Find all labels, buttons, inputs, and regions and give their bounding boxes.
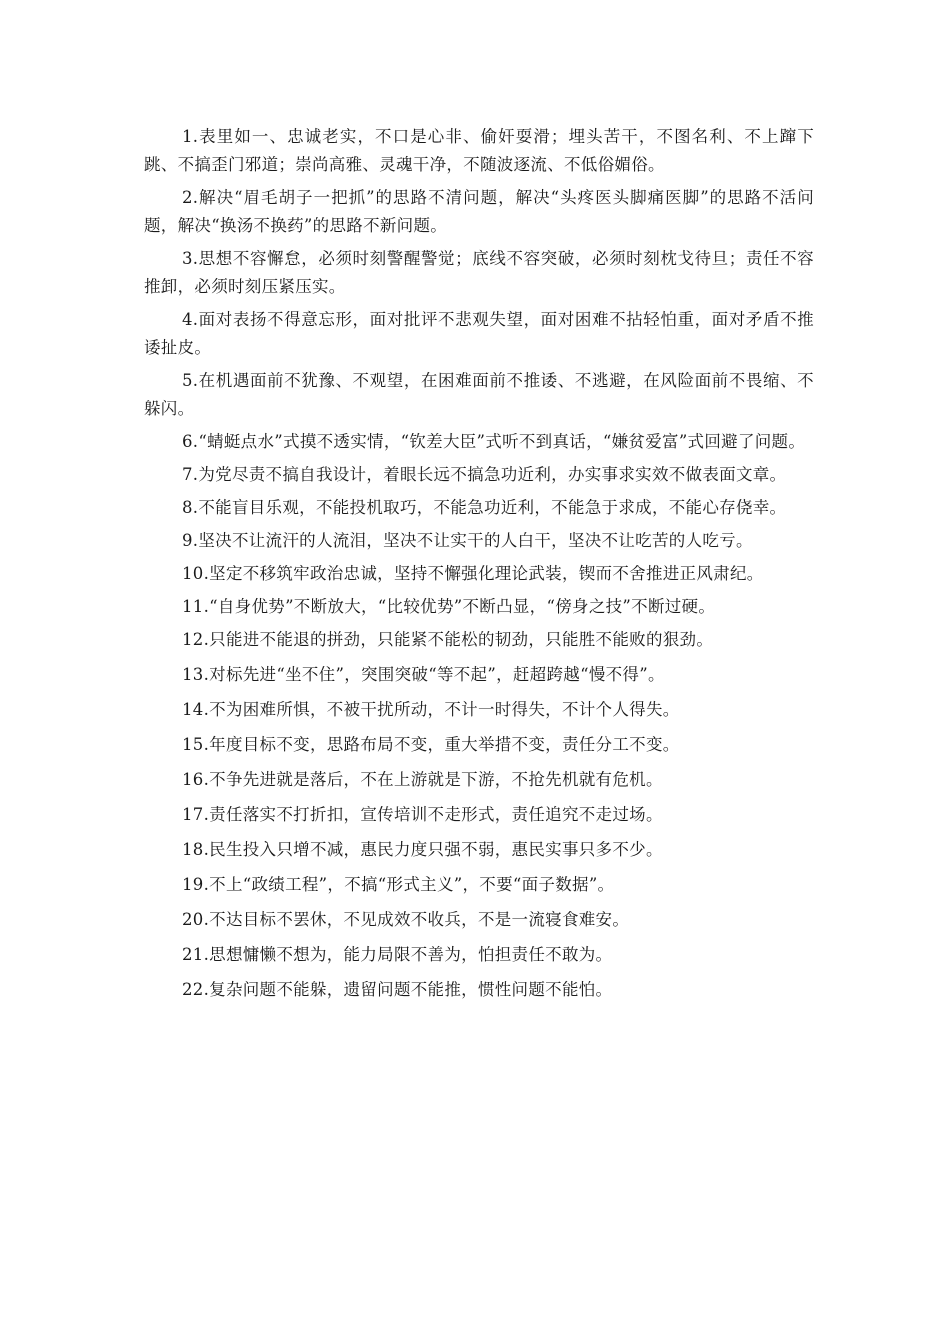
- list-item: 5.在机遇面前不犹豫、不观望，在困难面前不推诿、不逃避，在风险面前不畏缩、不躲闪。: [144, 371, 814, 418]
- list-item: 3.思想不容懈怠，必须时刻警醒警觉；底线不容突破，必须时刻枕戈待旦；责任不容推卸，必须时刻压紧压实。: [144, 249, 814, 296]
- list-item: 10.坚定不移筑牢政治忠诚，坚持不懈强化理论武装，锲而不舍推进正风肃纪。: [182, 564, 764, 583]
- list-item: 15.年度目标不变，思路布局不变，重大举措不变，责任分工不变。: [182, 735, 680, 754]
- list-item: 22.复杂问题不能躲，遗留问题不能推，惯性问题不能怕。: [182, 980, 613, 999]
- list-item: 13.对标先进“坐不住”，突围突破“等不起”，赶超跨越“慢不得”。: [182, 665, 665, 684]
- list-item: 4.面对表扬不得意忘形，面对批评不悲观失望，面对困难不拈轻怕重，面对矛盾不推诿扯皮。: [144, 310, 814, 357]
- list-item: 8.不能盲目乐观，不能投机取巧，不能急功近利，不能急于求成，不能心存侥幸。: [182, 498, 787, 517]
- list-item: 1.表里如一、忠诚老实，不口是心非、偷奸耍滑；埋头苦干，不图名利、不上蹿下跳、不搞歪门邪道；崇尚高雅、灵魂干净，不随波逐流、不低俗媚俗。: [144, 127, 814, 174]
- list-item: 11.“自身优势”不断放大，“比较优势”不断凸显，“傍身之技”不断过硬。: [182, 597, 716, 616]
- list-item: 19.不上“政绩工程”，不搞“形式主义”，不要“面子数据”。: [182, 875, 615, 894]
- list-item: 16.不争先进就是落后，不在上游就是下游，不抢先机就有危机。: [182, 770, 663, 789]
- list-item: 7.为党尽责不搞自我设计，着眼长远不搞急功近利，办实事求实效不做表面文章。: [182, 465, 787, 484]
- list-item: 20.不达目标不罢休，不见成效不收兵，不是一流寝食难安。: [182, 910, 630, 929]
- document-body: [144, 123, 814, 1011]
- list-item: 6.“蜻蜓点水”式摸不透实情，“钦差大臣”式听不到真话，“嫌贫爱富”式回避了问题。: [182, 432, 806, 451]
- list-item: 2.解决“眉毛胡子一把抓”的思路不清问题，解决“头疼医头脚痛医脚”的思路不活问题，解决“换汤不换药”的思路不新问题。: [144, 188, 814, 235]
- list-item: 14.不为困难所惧，不被干扰所动，不计一时得失，不计个人得失。: [182, 700, 680, 719]
- list-item: 9.坚决不让流汗的人流泪，坚决不让实干的人白干，坚决不让吃苦的人吃亏。: [182, 531, 753, 550]
- list-item: 12.只能进不能退的拼劲，只能紧不能松的韧劲，只能胜不能败的狠劲。: [182, 630, 714, 649]
- list-item: 21.思想慵懒不想为，能力局限不善为，怕担责任不敢为。: [182, 945, 613, 964]
- list-item: 17.责任落实不打折扣，宣传培训不走形式，责任追究不走过场。: [182, 805, 663, 824]
- list-item: 18.民生投入只增不减，惠民力度只强不弱，惠民实事只多不少。: [182, 840, 663, 859]
